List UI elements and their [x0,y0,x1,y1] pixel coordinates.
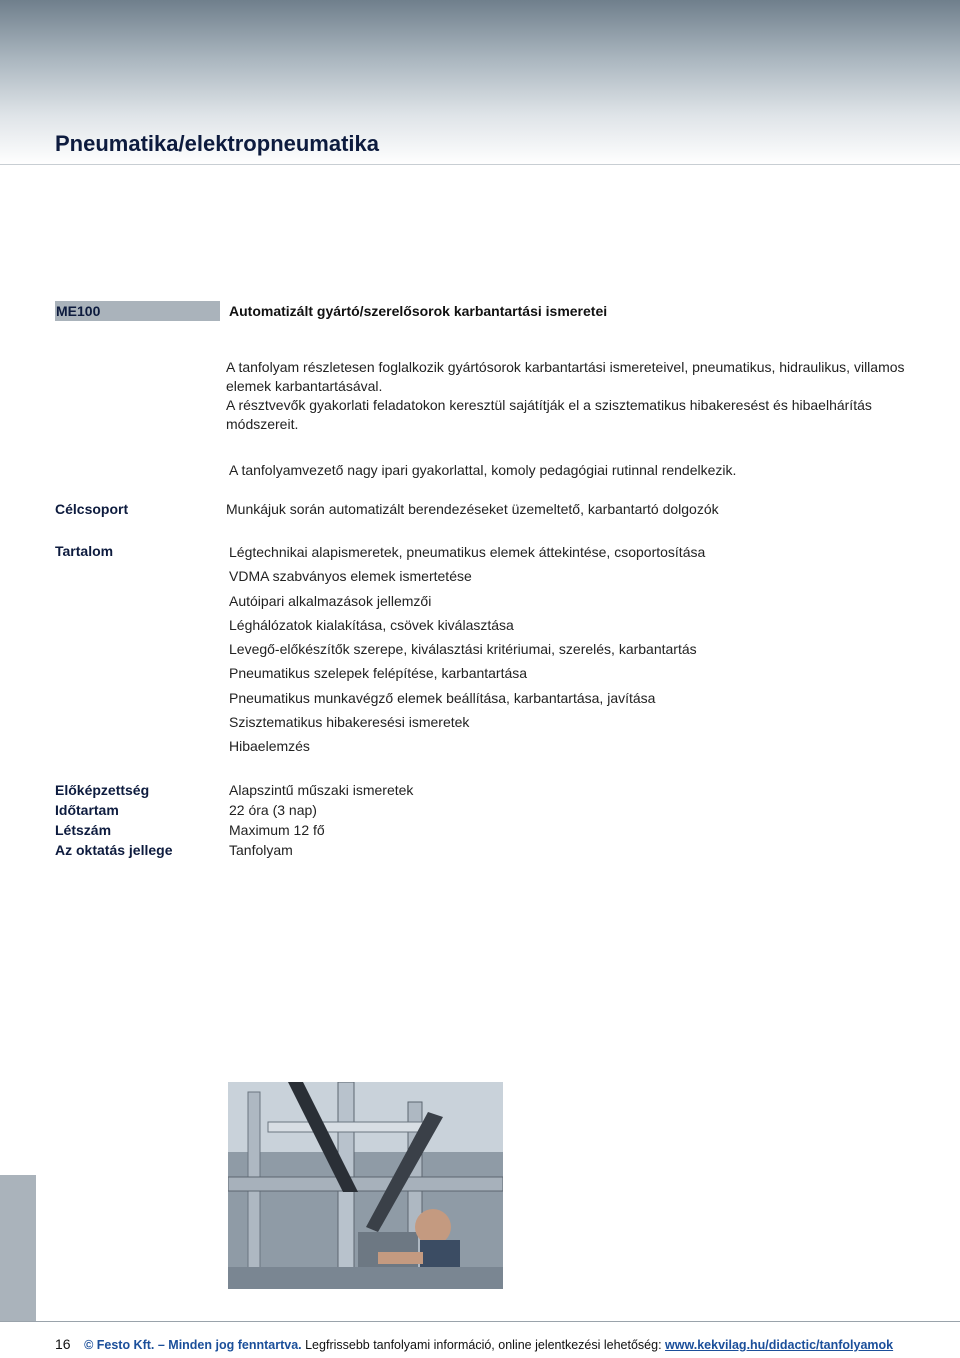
header-divider [0,164,960,165]
content-item: Pneumatikus szelepek felépítése, karbantartása [229,665,528,682]
facts-values [229,780,413,860]
content-item: Légtechnikai alapismeretek, pneumatikus elemek áttekintése, csoportosítása [229,544,706,560]
description-paragraph: A résztvevők gyakorlati feladatokon keresztül sajátítják el a szisztematikus hibakeresést és hibaelhárítás módszereit. [226,397,872,432]
facts-labels [55,780,173,860]
footer-info-text: Legfrissebb tanfolyami információ, online jelentkezési lehetőség: [305,1338,662,1352]
training-type-value: Tanfolyam [229,842,293,858]
footer [55,1336,893,1352]
content-item: Pneumatikus munkavégző elemek beállítása, karbantartása, javítása [229,689,656,706]
content-item: Szisztematikus hibakeresési ismeretek [229,714,470,731]
copyright-text: © Festo Kft. – Minden jog fenntartva. [84,1338,302,1352]
content-item: Hibaelemzés [229,738,310,755]
footer-divider [0,1321,960,1322]
training-type-label: Az oktatás jellege [55,842,173,858]
page-number: 16 [55,1336,71,1352]
side-tab [0,1175,36,1321]
duration-value: 22 óra (3 nap) [229,802,317,818]
prerequisite-label: Előképzettség [55,782,150,798]
training-photo [228,1082,503,1289]
target-group-label: Célcsoport [55,501,129,517]
duration-label: Időtartam [55,802,119,818]
page-title: Pneumatika/elektropneumatika [55,131,380,156]
content-item: Léghálózatok kialakítása, csövek kiválasztása [229,616,514,633]
headcount-label: Létszám [55,822,112,838]
course-title: Automatizált gyártó/szerelősorok karbantartási ismeretei [229,303,608,319]
courses-link[interactable]: www.kekvilag.hu/didactic/tanfolyamok [665,1338,894,1352]
content-list [229,542,705,761]
content-label: Tartalom [55,543,114,559]
course-code-badge: ME100 [55,301,220,321]
headcount-value: Maximum 12 fő [229,822,325,838]
content-item: Levegő-előkészítők szerepe, kiválasztási kritériumai, szerelés, karbantartás [229,641,697,658]
description-paragraph: A tanfolyam részletesen foglalkozik gyártósorok karbantartási ismereteivel, pneumatikus, hidraulikus, villamos elemek karbantartásával. [226,359,905,394]
content-item: VDMA szabványos elemek ismertetése [229,568,472,585]
leader-note: A tanfolyamvezető nagy ipari gyakorlattal, komoly pedagógiai rutinnal rendelkezik. [229,462,737,478]
target-group-value: Munkájuk során automatizált berendezéseket üzemeltető, karbantartó dolgozók [226,501,719,517]
automation-line-illustration [228,1082,503,1289]
content-item: Autóipari alkalmazások jellemzői [229,592,432,609]
prerequisite-value: Alapszintű műszaki ismeretek [229,782,414,798]
course-description [226,358,916,434]
